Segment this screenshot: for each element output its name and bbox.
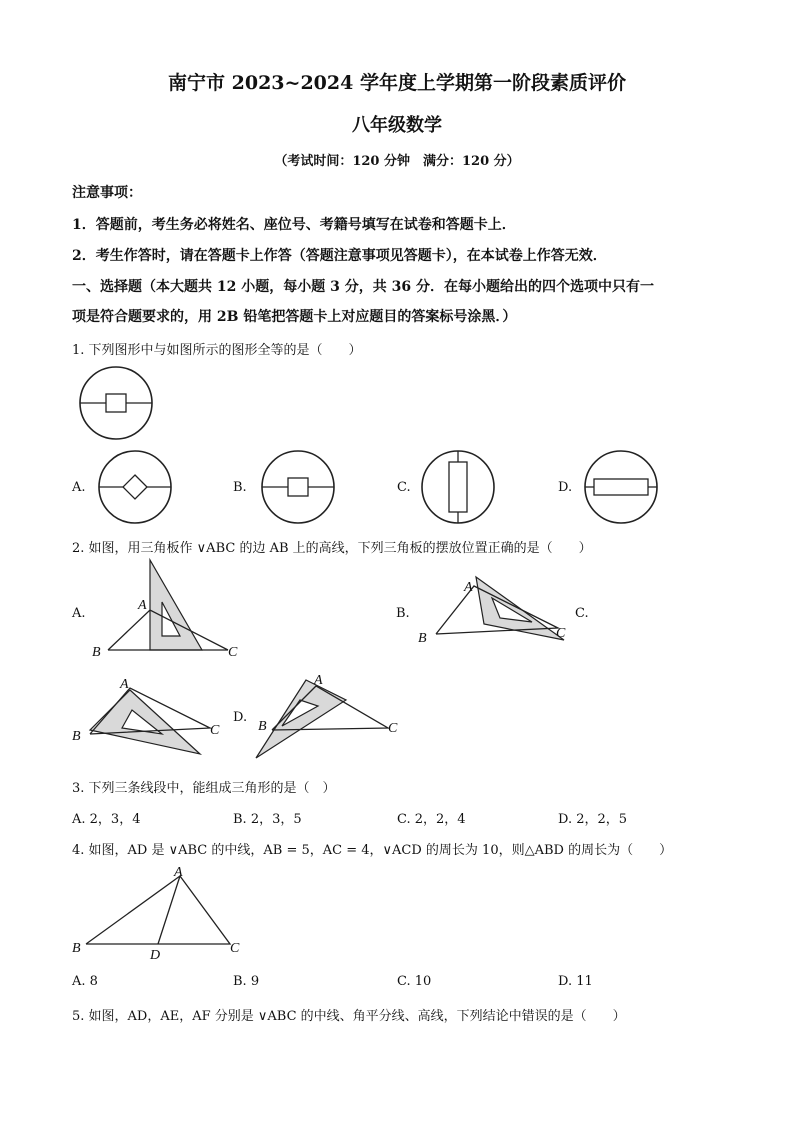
question-4-stem: 4. 如图，AD 是 ∨ABC 的中线，AB = 5，AC = 4，∨ACD 的周长为 10，则△ABD 的周长为（ ） [72,843,673,858]
q2d-label-a: A [314,673,323,688]
q2-option-d-label: D. [233,710,248,725]
notes-heading: 注意事项： [72,185,142,201]
q4-option-b: B. 9 [233,974,260,989]
q2d-label-b: B [258,719,267,734]
question-3-stem: 3. 下列三条线段中，能组成三角形的是（ ） [72,781,336,796]
q2c-label-c: C [210,723,220,738]
q1-option-d-figure [583,451,663,531]
q1-option-d-label: D. [558,480,573,495]
question-1-stem: 1. 下列图形中与如图所示的图形全等的是（ ） [72,343,362,358]
q1-option-c-figure [420,450,500,530]
q2-option-b-label: B. [396,606,410,621]
question-2-stem: 2. 如图，用三角板作 ∨ABC 的边 AB 上的高线，下列三角板的摆放位置正确的是（ ） [72,541,592,556]
q2a-label-b: B [92,645,101,660]
q2-option-c-figure [70,674,240,764]
q4-label-b: B [72,941,81,956]
q4-option-a: A. 8 [72,974,98,989]
q2b-label-c: C [556,626,566,641]
q4-label-d: D [150,948,161,963]
q2c-label-b: B [72,729,81,744]
q1-option-b-label: B. [233,480,247,495]
q3-option-d: D. 2，2，5 [558,812,628,827]
q4-triangle-figure [70,860,260,970]
q4-label-c: C [230,941,240,956]
section-heading-line-1: 一、选择题（本大题共 12 小题，每小题 3 分，共 36 分．在每小题给出的四个选项中只有一 [72,279,654,295]
q1-option-a-figure [97,451,177,531]
q1-reference-figure [78,365,158,445]
q2b-label-a: A [464,580,473,595]
q1-option-b-figure [260,451,340,531]
q3-option-b: B. 2，3，5 [233,812,302,827]
q2a-label-a: A [138,598,147,613]
q4-label-a: A [174,865,183,880]
q4-option-c: C. 10 [397,974,432,989]
note-item-1: 1．答题前，考生务必将姓名、座位号、考籍号填写在试卷和答题卡上． [72,217,516,233]
exam-time-info: （考试时间：120 分钟 满分：120 分） [274,154,520,169]
q4-option-d: D. 11 [558,974,593,989]
exam-title: 南宁市 2023~2024 学年度上学期第一阶段素质评价 [168,72,626,94]
section-heading-line-2: 项是符合题要求的，用 2B 铅笔把答题卡上对应题目的答案标号涂黑．） [72,309,517,325]
q2d-label-c: C [388,721,398,736]
q2-option-a-label: A. [72,606,86,621]
q2-option-d-figure [254,672,414,772]
q3-option-a: A. 2，3，4 [72,812,141,827]
q2-option-c-label: C. [575,606,589,621]
q1-option-c-label: C. [397,480,411,495]
q2-option-a-figure [88,558,248,668]
q2-option-b-figure [414,572,584,652]
q3-option-c: C. 2，2，4 [397,812,466,827]
q2b-label-b: B [418,631,427,646]
note-item-2: 2．考生作答时，请在答题卡上作答（答题注意事项见答题卡），在本试卷上作答无效． [72,248,607,264]
exam-subject: 八年级数学 [352,115,442,136]
q2a-label-c: C [228,645,238,660]
q1-option-a-label: A. [72,480,86,495]
question-5-stem: 5. 如图，AD，AE，AF 分别是 ∨ABC 的中线、角平分线、高线，下列结论中错误的是（ ） [72,1009,626,1024]
q2c-label-a: A [120,677,129,692]
